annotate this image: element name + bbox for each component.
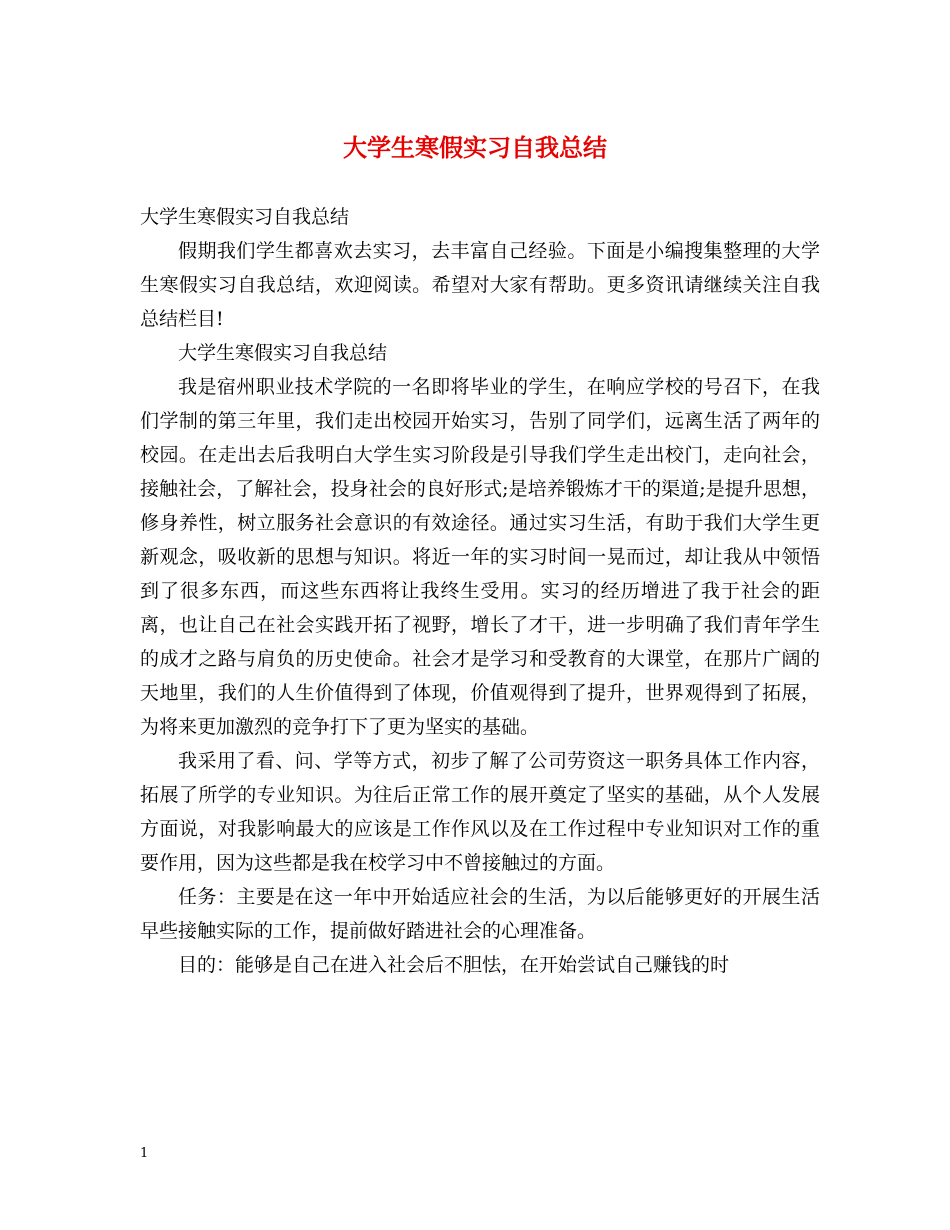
paragraph-intro: 假期我们学生都喜欢去实习，去丰富自己经验。下面是小编搜集整理的大学生寒假实习自我总结，欢迎阅读。希望对大家有帮助。更多资讯请继续关注自我总结栏目!: [140, 240, 820, 330]
document-subtitle: 大学生寒假实习自我总结: [140, 206, 350, 228]
paragraph-purpose: 目的：能够是自己在进入社会后不胆怯，在开始尝试自己赚钱的时: [178, 954, 730, 976]
paragraph-methods: 我采用了看、问、学等方式，初步了解了公司劳资这一职务具体工作内容，拓展了所学的专业知识。为往后正常工作的展开奠定了坚实的基础，从个人发展方面说，对我影响最大的应该是工作作风以及在工作过程中专业知识对工作的重要作用，因为这些都是我在校学习中不曾接触过的方面。: [140, 750, 820, 874]
paragraph-main: 我是宿州职业技术学院的一名即将毕业的学生，在响应学校的号召下，在我们学制的第三年里，我们走出校园开始实习，告别了同学们，远离生活了两年的校园。在走出去后我明白大学生实习阶段是引导我们学生走出校门，走向社会，接触社会，了解社会，投身社会的良好形式;是培养锻炼才干的渠道;是提升思想，修身养性，树立服务社会意识的有效途径。通过实习生活，有助于我们大学生更新观念，吸收新的思想与知识。将近一年的实习时间一晃而过，却让我从中领悟到了很多东西，而这些东西将让我终生受用。实习的经历增进了我于社会的距离，也让自己在社会实践开拓了视野，增长了才干，进一步明确了我们青年学生的成才之路与肩负的历史使命。社会才是学习和受教育的大课堂，在那片广阔的天地里，我们的人生价值得到了体现，价值观得到了提升，世界观得到了拓展，为将来更加激烈的竞争打下了更为坚实的基础。: [140, 376, 820, 738]
document-title: 大学生寒假实习自我总结: [343, 133, 607, 162]
document-body: [140, 200, 820, 982]
page-number: 1: [140, 1146, 149, 1161]
paragraph-heading: 大学生寒假实习自我总结: [178, 342, 388, 364]
paragraph-task: 任务：主要是在这一年中开始适应社会的生活，为以后能够更好的开展生活早些接触实际的工作，提前做好踏进社会的心理准备。: [140, 886, 820, 942]
